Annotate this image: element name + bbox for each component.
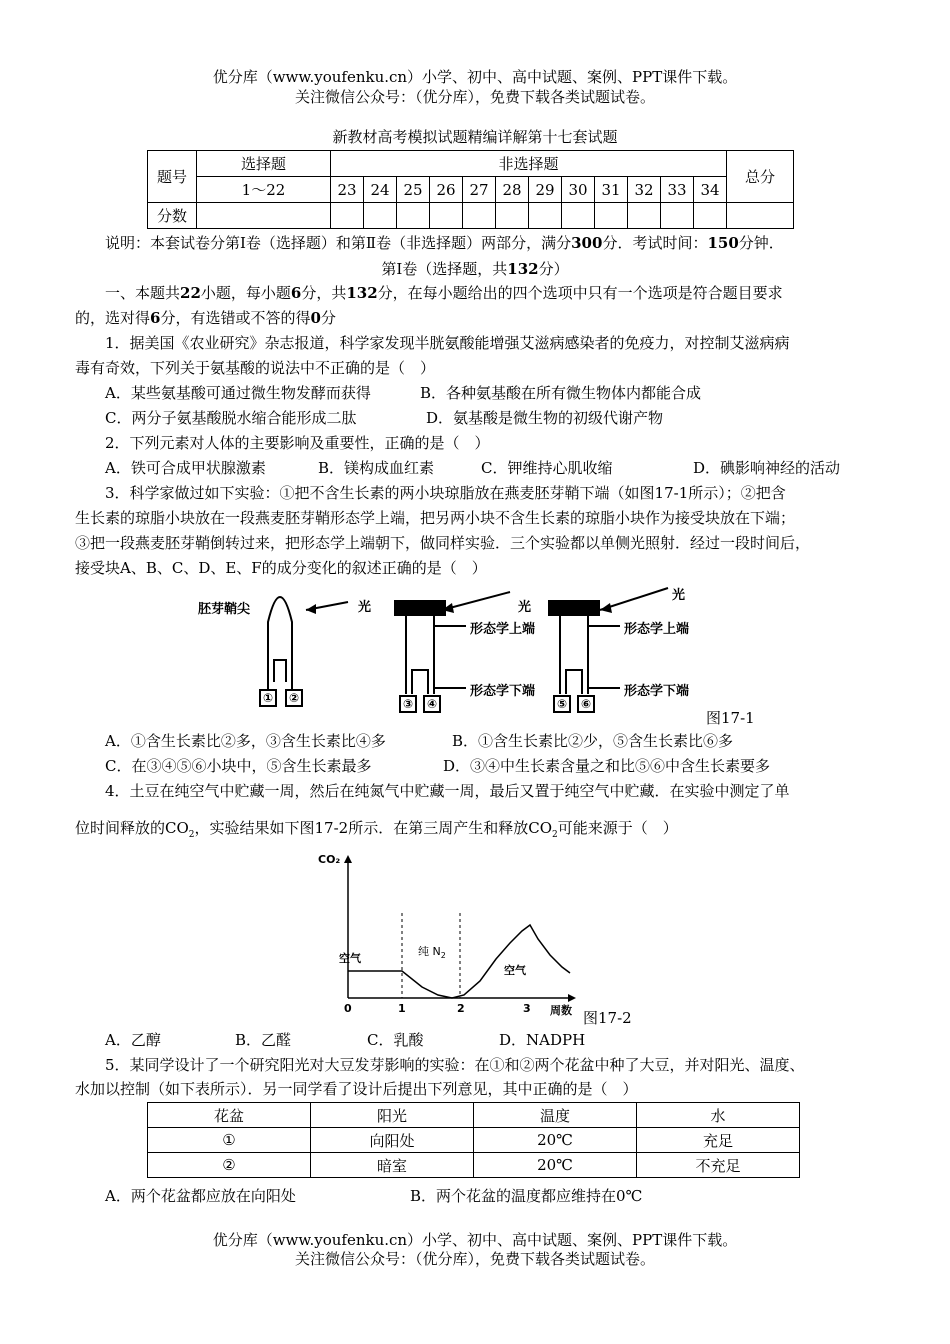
score-cell[interactable] (694, 203, 727, 229)
q4-option-d[interactable]: D．NADPH (499, 1031, 586, 1049)
score-cell[interactable] (430, 203, 463, 229)
plant-cell: 向阳处 (311, 1128, 474, 1153)
plant-table (147, 1102, 800, 1178)
footer-line-2: 关注微信公众号：（优分库），免费下载各类试题试卷。 (294, 1250, 655, 1268)
question-number: 34 (694, 177, 727, 203)
fig1-upper-label-2: 形态学上端 (624, 622, 690, 637)
plant-cell: 不充足 (637, 1153, 800, 1178)
question-number: 29 (529, 177, 562, 203)
plant-cell: 20℃ (474, 1128, 637, 1153)
question-number: 23 (331, 177, 364, 203)
fig1-block-6: ⑥ (581, 697, 592, 711)
question-number: 32 (628, 177, 661, 203)
choice-range: 1～22 (197, 177, 331, 203)
q1-option-a[interactable]: A．某些氨基酸可通过微生物发酵而获得 (105, 384, 371, 402)
fig1-light-label-2: 光 (518, 600, 532, 615)
fig2-xlabel: 周数 (550, 1004, 572, 1017)
header-line-1: 优分库（www.youfenku.cn）小学、初中、高中试题、案例、PPT课件下载。 (212, 68, 738, 86)
q3-option-b[interactable]: B．①含生长素比②少，⑤含生长素比⑥多 (452, 732, 734, 750)
score-cell[interactable] (628, 203, 661, 229)
q3-stem-3: ③把一段燕麦胚芽鞘倒转过来，把形态学上端朝下，做同样实验．三个实验都以单侧光照射．经过一段时间后， (75, 534, 811, 552)
q2-option-d[interactable]: D．碘影响神经的活动 (693, 459, 841, 477)
question-number: 26 (430, 177, 463, 203)
q1-stem-1: 1．据美国《农业研究》杂志报道，科学家发现半胱氨酸能增强艾滋病感染者的免疫力，对控制艾滋病病 (105, 334, 790, 352)
q3-stem-1: 3．科学家做过如下实验：①把不含生长素的两小块琼脂放在燕麦胚芽鞘下端（如图17-1所示）；②把含 (105, 484, 786, 502)
plant-cell: 暗室 (311, 1153, 474, 1178)
q1-option-c[interactable]: C．两分子氨基酸脱水缩合能形成二肽 (105, 409, 357, 427)
fig1-caption: 图17-1 (706, 709, 755, 727)
fig2-tick-1: 1 (398, 1002, 406, 1015)
fig1-block-2: ② (289, 691, 300, 705)
q4-option-c[interactable]: C．乳酸 (367, 1031, 424, 1049)
fig1-light-label-3: 光 (672, 588, 686, 603)
q3-option-d[interactable]: D．③④中生长素含量之和比⑤⑥中含生长素要多 (443, 757, 771, 775)
q3-option-a[interactable]: A．①含生长素比②多，③含生长素比④多 (105, 732, 386, 750)
fig1-block-5: ⑤ (557, 697, 568, 711)
fig1-lower-label-1: 形态学下端 (470, 684, 536, 699)
question-number: 24 (364, 177, 397, 203)
plant-header: 水 (637, 1103, 800, 1128)
question-number: 33 (661, 177, 694, 203)
q4-stem-2: 位时间释放的$CO_2$，实验结果如下图17-2所示．在第三周产生和释放$CO_2$可能来源于（ ） (75, 819, 678, 840)
table-row (148, 1128, 800, 1153)
score-cell[interactable] (197, 203, 331, 229)
score-cell[interactable] (529, 203, 562, 229)
plant-cell: ① (148, 1128, 311, 1153)
q3-stem-2: 生长素的琼脂小块放在一段燕麦胚芽鞘形态学上端，把另两小块不含生长素的琼脂小块作为接受块放在下端； (75, 509, 796, 527)
fig2-tick-3: 3 (523, 1002, 531, 1015)
fig2-tick-2: 2 (457, 1002, 465, 1015)
question-number: 25 (397, 177, 430, 203)
score-cell[interactable] (331, 203, 364, 229)
q1-stem-2: 毒有奇效，下列关于氨基酸的说法中不正确的是（ ） (75, 359, 436, 377)
score-cell[interactable] (364, 203, 397, 229)
score-cell[interactable] (727, 203, 794, 229)
q2-option-b[interactable]: B．镁构成血红素 (318, 459, 435, 477)
q2-option-a[interactable]: A．铁可合成甲状腺激素 (105, 459, 266, 477)
fig1-upper-label-1: 形态学上端 (470, 622, 536, 637)
section1-instruction-line1: 一、本题共22小题，每小题6分，共132分，在每小题给出的四个选项中只有一个选项是符合题目要求 (105, 284, 783, 302)
row-label-score: 分数 (148, 203, 197, 229)
nonchoice-header: 非选择题 (331, 151, 727, 177)
fig1-block-1: ① (263, 691, 274, 705)
plant-cell: 20℃ (474, 1153, 637, 1178)
question-number: 28 (496, 177, 529, 203)
q5-option-b[interactable]: B．两个花盆的温度都应维持在0℃ (410, 1187, 643, 1205)
table-row (148, 1153, 800, 1178)
fig1-light-label-1: 光 (358, 600, 372, 615)
q2-stem: 2．下列元素对人体的主要影响及重要性，正确的是（ ） (105, 434, 490, 452)
score-cell[interactable] (661, 203, 694, 229)
plant-header: 花盆 (148, 1103, 311, 1128)
fig2-air-label-2: 空气 (504, 964, 526, 977)
plant-header: 温度 (474, 1103, 637, 1128)
q5-stem-1: 5．某同学设计了一个研究阳光对大豆发芽影响的实验：在①和②两个花盆中种了大豆，并对阳光、温度、 (105, 1056, 805, 1074)
plant-cell: 充足 (637, 1128, 800, 1153)
score-cell[interactable] (496, 203, 529, 229)
fig2-tick-0: 0 (344, 1002, 352, 1015)
page-title: 新教材高考模拟试题精编详解第十七套试题 (332, 128, 618, 146)
q5-option-a[interactable]: A．两个花盆都应放在向阳处 (105, 1187, 296, 1205)
fig2-air-label-1: 空气 (339, 952, 361, 965)
exam-note: 说明：本套试卷分第Ⅰ卷（选择题）和第Ⅱ卷（非选择题）两部分，满分300分．考试时间：150分钟． (105, 234, 784, 252)
fig1-block-4: ④ (427, 697, 438, 711)
q1-option-d[interactable]: D．氨基酸是微生物的初级代谢产物 (426, 409, 664, 427)
plant-header: 阳光 (311, 1103, 474, 1128)
footer-line-1: 优分库（www.youfenku.cn）小学、初中、高中试题、案例、PPT课件下载。 (212, 1231, 738, 1249)
total-header: 总分 (727, 151, 794, 203)
question-number: 27 (463, 177, 496, 203)
score-cell[interactable] (562, 203, 595, 229)
score-table (147, 150, 794, 229)
score-cell[interactable] (595, 203, 628, 229)
question-number: 30 (562, 177, 595, 203)
header-line-2: 关注微信公众号：（优分库），免费下载各类试题试卷。 (294, 88, 655, 106)
fig1-tip-label: 胚芽鞘尖 (198, 602, 251, 617)
q4-option-b[interactable]: B．乙醛 (235, 1031, 292, 1049)
section1-instruction-line2: 的，选对得6分，有选错或不答的得0分 (75, 309, 336, 327)
fig2-caption: 图17-2 (583, 1009, 632, 1027)
q4-option-a[interactable]: A．乙醇 (105, 1031, 161, 1049)
fig1-lower-label-2: 形态学下端 (624, 684, 690, 699)
score-cell[interactable] (397, 203, 430, 229)
score-cell[interactable] (463, 203, 496, 229)
plant-cell: ② (148, 1153, 311, 1178)
row-label-question: 题号 (148, 151, 197, 203)
q5-stem-2: 水加以控制（如下表所示）．另一同学看了设计后提出下列意见，其中正确的是（ ） (75, 1080, 638, 1098)
choice-header: 选择题 (197, 151, 331, 177)
fig2-ylabel: CO₂ (318, 853, 341, 866)
fig1-block-3: ③ (403, 697, 414, 711)
fig2-n2-label: 纯 $N_2$ (418, 945, 446, 961)
figure-17-2-chart (330, 855, 590, 1025)
q4-stem-1: 4．土豆在纯空气中贮藏一周，然后在纯氮气中贮藏一周，最后又置于纯空气中贮藏．在实验中测定了单 (105, 782, 790, 800)
q3-option-c[interactable]: C．在③④⑤⑥小块中，⑤含生长素最多 (105, 757, 372, 775)
q1-option-b[interactable]: B．各种氨基酸在所有微生物体内都能合成 (420, 384, 702, 402)
q2-option-c[interactable]: C．钾维持心肌收缩 (481, 459, 613, 477)
part1-title: 第Ⅰ卷（选择题，共132分） (381, 260, 569, 278)
q3-stem-4: 接受块A、B、C、D、E、F的成分变化的叙述正确的是（ ） (75, 559, 487, 577)
question-number: 31 (595, 177, 628, 203)
